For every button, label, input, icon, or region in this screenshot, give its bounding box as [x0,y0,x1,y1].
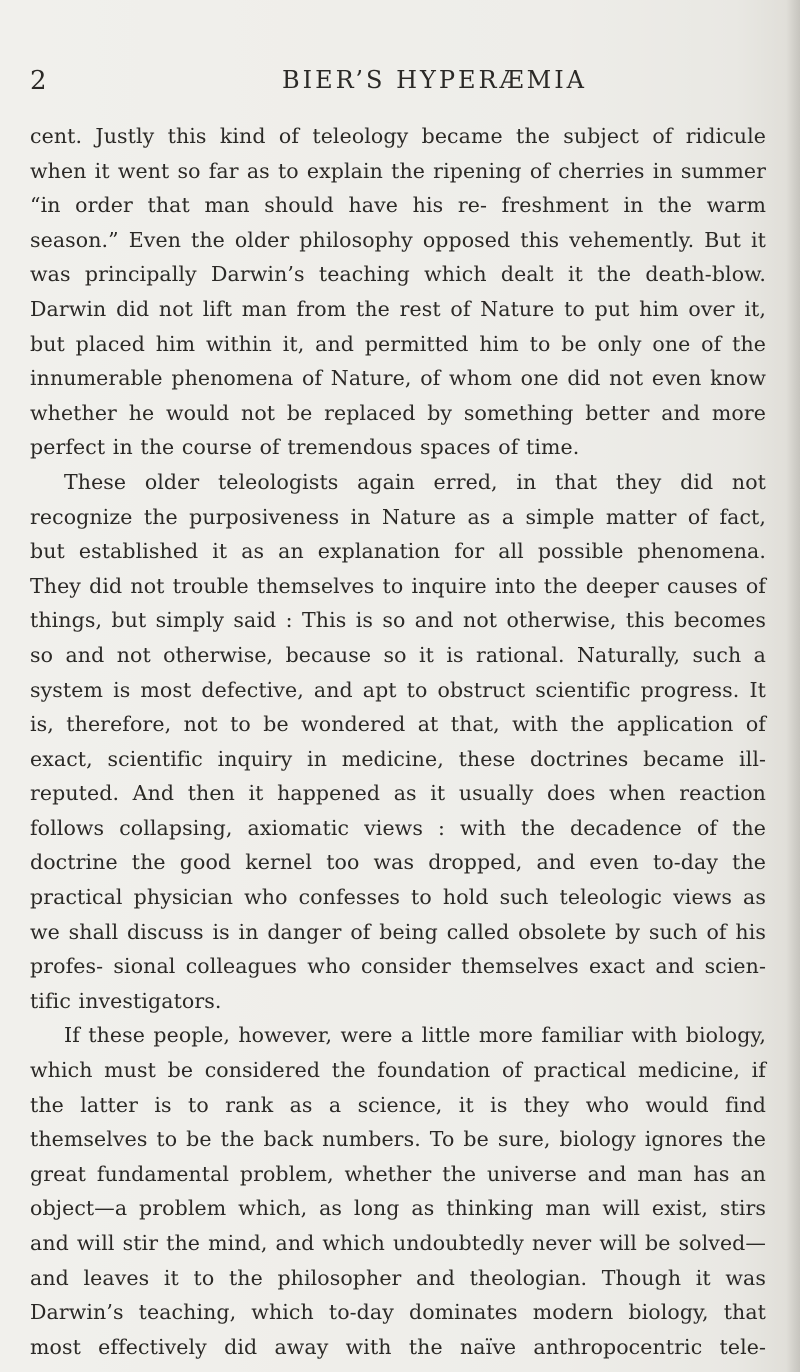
page-edge-shadow [786,0,800,1372]
paragraph-2: These older teleologists again erred, in that they did not recognize the purposiveness in Nature as a simple matter of fact, but established it as an explanation for all possible phenomena. They did not trouble themselves to inquire into the deeper causes of things, but simply said : This is so and not otherwise, this becomes so and not otherwise, because so it is rational. Naturally, such a system is most defective, and apt to obstruct scientific progress. It is, therefore, not to be wondered at that, with the application of exact, scientific inquiry in medicine, these doctrines became ill-reputed. And then it happened as it usually does when reaction follows collapsing, axiomatic views : with the decadence of the doctrine the good kernel too was dropped, and even to-day the practical physician who confesses to hold such teleologic views as we shall discuss is in danger of being called obsolete by such of his profes- sional colleagues who consider themselves exact and scien- tific investigators. [30,469,766,1013]
page-number: 2 [30,66,48,96]
paragraph-1: cent. Justly this kind of teleology became the subject of ridicule when it went so far as to explain the ripening of cherries in summer “in order that man should have his re- freshment in the warm season.” Even the older philosophy opposed this vehemently. But it was principally Darwin’s teaching which dealt it the death-blow. Darwin did not lift man from the rest of Nature to put him over it, but placed him within it, and permitted him to be only one of the innumerable phenomena of Nature, of whom one did not even know whether he would not be replaced by something better and more perfect in the course of tremendous spaces of time. [30,124,766,460]
body-text [30,119,766,1364]
running-head [30,66,790,102]
running-title: BIER’S HYPERÆMIA [282,66,588,94]
paragraph-3: If these people, however, were a little more familiar with biology, which must be considered the foundation of practical medicine, if the latter is to rank as a science, it is they who would find themselves to be the back numbers. To be sure, biology ignores the great fundamental problem, whether the universe and man has an object—a problem which, as long as thinking man will exist, stirs and will stir the mind, and which undoubtedly never will be solved—and leaves it to the philosopher and theologian. Though it was Darwin’s teaching, which to-day dominates modern biology, that most effectively did away with the naïve anthropocentric tele- [30,1023,766,1359]
